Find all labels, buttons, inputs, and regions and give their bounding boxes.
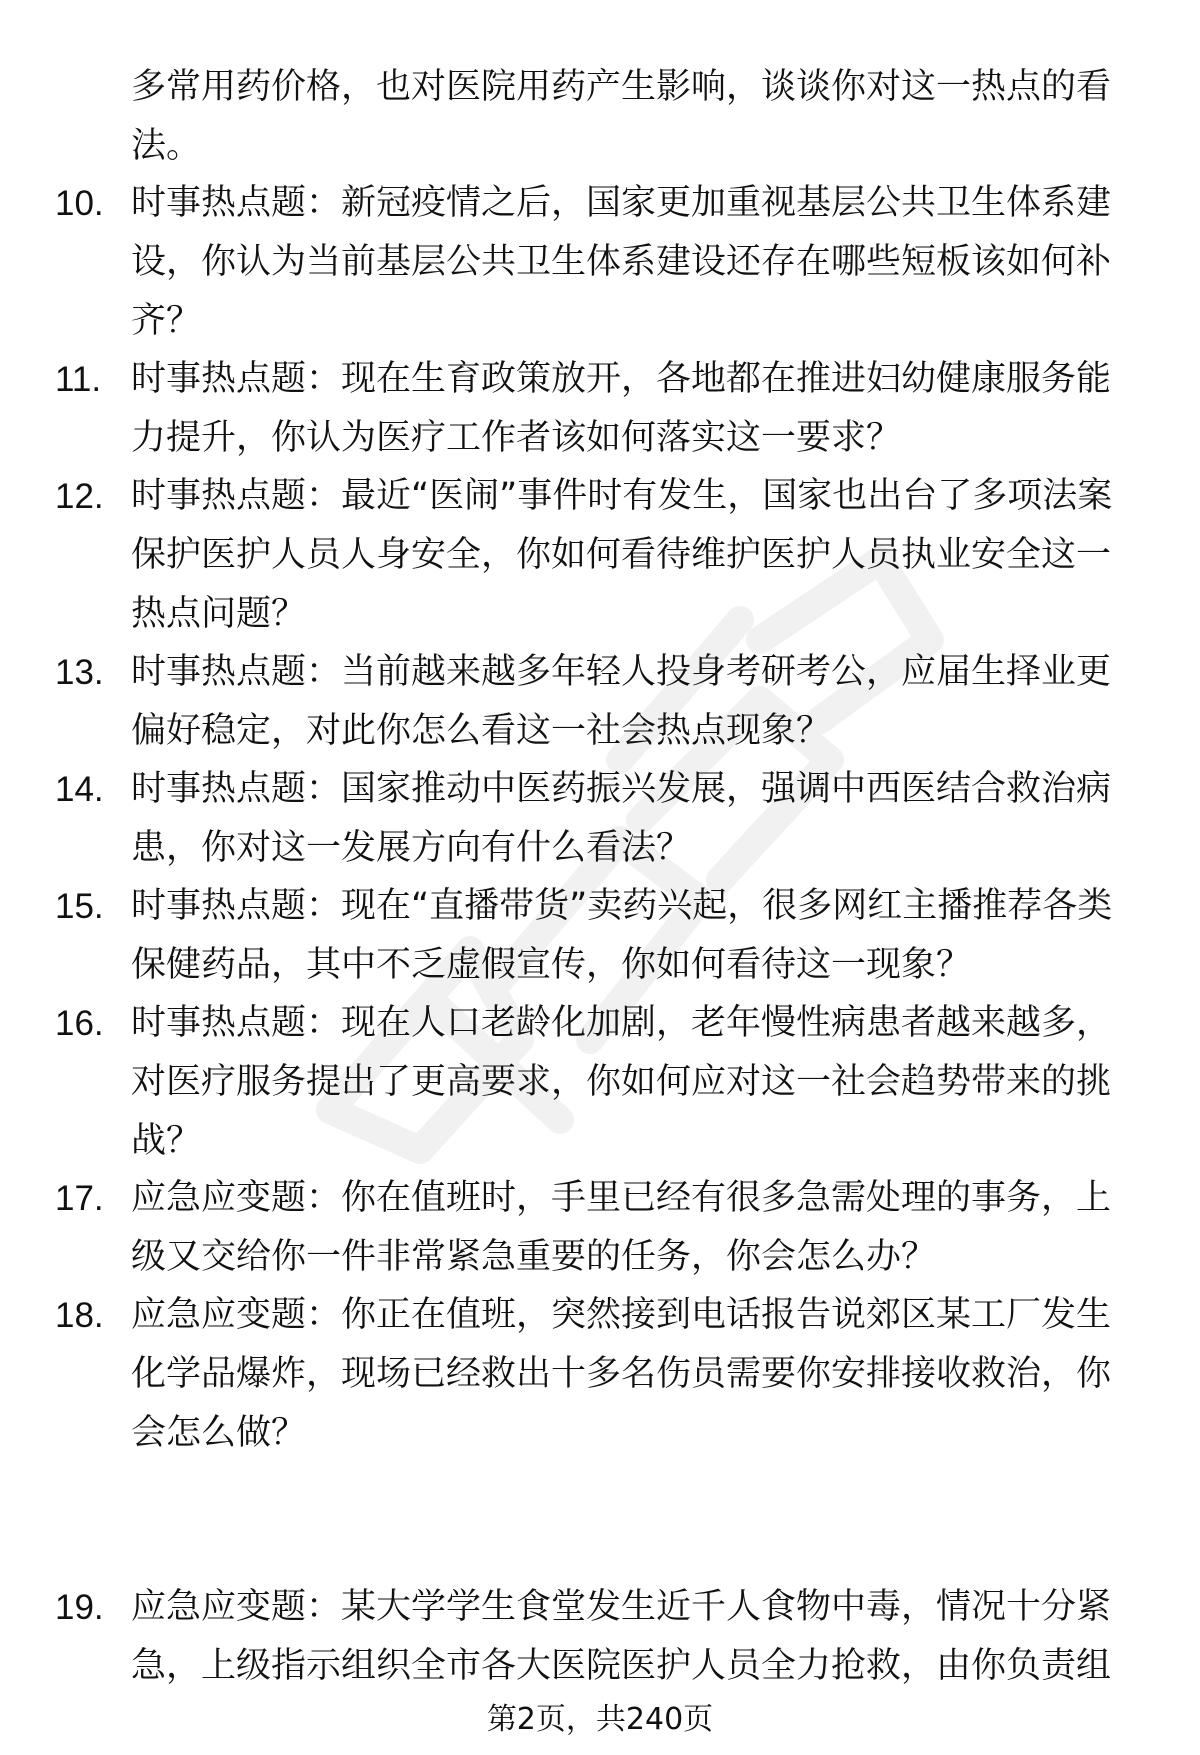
item-text: 应急应变题：你在值班时，手里已经有很多急需处理的事务，上级又交给你一件非常紧急重要的任务，你会怎么办？ — [131, 1178, 1112, 1277]
item-text: 应急应变题：你正在值班，突然接到电话报告说郊区某工厂发生化学品爆炸，现场已经救出十多名伤员需要你安排接收救治，你会怎么做？ — [131, 1295, 1112, 1453]
item-text: 时事热点题：现在生育政策放开，各地都在推进妇幼健康服务能力提升，你认为医疗工作者该如何落实这一要求？ — [131, 359, 1112, 458]
item-text: 应急应变题：某大学学生食堂发生近千人食物中毒，情况十分紧急，上级指示组织全市各大医院医护人员全力抢救，由你负责组 — [131, 1587, 1112, 1686]
item-number: 11. — [55, 360, 102, 399]
item-number: 17. — [55, 1179, 104, 1218]
item-text: 时事热点题：最近“医闹”事件时有发生，国家也出台了多项法案保护医护人员人身安全，你如何看待维护医护人员执业安全这一热点问题？ — [131, 476, 1113, 634]
item-number: 12. — [55, 477, 104, 516]
item-number: 18. — [55, 1296, 104, 1335]
item-number: 16. — [55, 1004, 104, 1043]
item-text: 时事热点题：现在“直播带货”卖药兴起，很多网红主播推荐各类保健药品，其中不乏虚假宣传，你如何看待这一现象？ — [131, 886, 1113, 985]
item-number: 19. — [55, 1588, 104, 1627]
item-text: 时事热点题：国家推动中医药振兴发展，强调中西医结合救治病患，你对这一发展方向有什么看法？ — [131, 769, 1112, 868]
item-number: 10. — [55, 184, 104, 223]
item-text: 时事热点题：现在人口老龄化加剧，老年慢性病患者越来越多，对医疗服务提出了更高要求，你如何应对这一社会趋势带来的挑战？ — [131, 1003, 1112, 1161]
item-text: 时事热点题：当前越来越多年轻人投身考研考公，应届生择业更偏好稳定，对此你怎么看这一社会热点现象？ — [131, 652, 1112, 751]
page-number-footer: 第2页，共240页 — [486, 1702, 714, 1737]
intro-paragraph: 多常用药价格，也对医院用药产生影响，谈谈你对这一热点的看法。 — [131, 67, 1112, 166]
item-number: 15. — [55, 887, 104, 926]
item-number: 13. — [55, 653, 104, 692]
item-number: 14. — [55, 770, 104, 809]
item-text: 时事热点题：新冠疫情之后，国家更加重视基层公共卫生体系建设，你认为当前基层公共卫生体系建设还存在哪些短板该如何补齐？ — [131, 183, 1112, 341]
